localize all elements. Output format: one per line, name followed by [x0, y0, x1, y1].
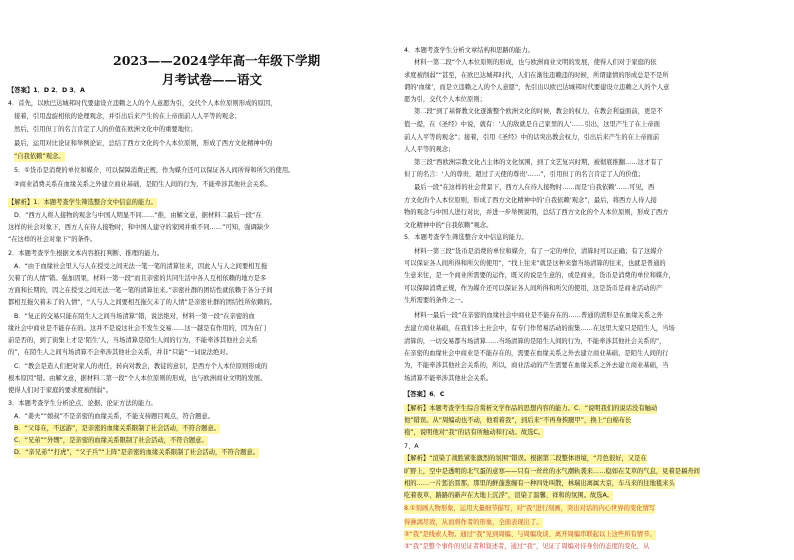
text-line: 【解析】本题考查学生综合赏析文学作品的思想内容的能力。C．“说明我们的说话没有触动 [404, 405, 658, 412]
text-line: 生所需要的条件之一。 [404, 297, 467, 304]
page-title: 2023——2024学年高一年级下学期 [113, 53, 321, 68]
page-subtitle: 月考试卷——语文 [162, 72, 263, 87]
text-line: 4．本题考查学生分析文章结构和思路的能力。 [404, 47, 534, 54]
text-line: 第三段“西欧洲宗教文化占主体的文化氛围，到了文艺复兴时期，被彻底推翻……这才有了 [414, 159, 663, 166]
text-line: C．“教会是造人们把对家人的责任，转向对教会，教徒的意识，是西方个人本位原则形成的 [14, 363, 268, 370]
text-line: B．“父母在，不远游”，是亲密的血缘关系限制了社会活动，不符合题意。 [14, 425, 221, 432]
text-line: 然后，引用但丁的名言肯定了人的价值在欧洲文化中的重要地位； [14, 126, 197, 133]
text-line: 得淋漓尽致，从而将作者的形象，全面表现出了。 [404, 519, 543, 526]
text-line: 材料一第二段“个人本位原则的形成，也与欧洲商业文明的发展，使得人们对于家庭的依 [414, 59, 657, 66]
text-line: 人人平等的观念； [404, 146, 455, 153]
text-line: 5．本题考查学生筛选整合文中信息的能力。 [404, 234, 528, 241]
text-line: 最后一段“在这样的社会背景下，西方人在待人接物时……而是‘自我依赖’……可见，西 [414, 184, 655, 191]
right-column [398, 0, 794, 560]
text-line: D．“亲兄弟”“打虎”，“父子兵”“上阵”是亲密的血缘关系限制了社会活动，不符合题意。 [14, 449, 260, 456]
text-line: 相的……一片惩治晋那，那里的鲜蓬葱缠有一种四处叫散，林瑞出离属大京，车马来的往地毯来头 [404, 480, 675, 487]
text-line: B．“复正的交易只能在陌生人之间当场清算”错，说法绝对，材料一第一段“在亲密的血 [14, 313, 255, 320]
text-line: A．“姜夫”“娘叔”不是亲密的血缘关系，不能支持题目观点，符合题意。 [14, 413, 214, 420]
text-line: ②“我”是线索人物。通过“我”见到周编、与周编攻谈、离开周编串联起以上这些所有情节。 [404, 531, 656, 538]
text-line: 吃着夜草，路路的新声在大地上沉浮”，渲染了温馨、祥和的氛围。故选A。 [404, 492, 614, 499]
text-line: 生意来往，是一个商业所需要的运作，既又的说是生意的，或是商业，货币是消费的单位和媒介， [404, 272, 675, 279]
text-line: 但丁的名言：‘人的尊贵，超过了天使的尊贵’……”，引用但丁的名言肯定了人的价值； [404, 171, 645, 178]
text-line: 为，不能牵涉其他社会关系的，所以，商业活动的产生需要在血缘关系之外去建立商业基础，当 [404, 362, 669, 369]
answer-line: 【答案】1．D 2．D 3．A [8, 87, 85, 94]
text-line: 可以保证各人间所得和所欠的使用”，“找上往来”就是这种来靠当场清算的往来，也就是普通的 [404, 260, 666, 267]
text-line: 2．本题考查学生根据文本内容推打判断、推理的能力。 [8, 250, 164, 257]
text-line: 【答案】6．C [404, 391, 445, 398]
text-line: 5．①货币是消费的单位和媒介，可以保障消费正规，作为媒介还可以保证各人间所得和所欠的使用。 [14, 167, 295, 174]
text-line: 旷野上，空中是透明的北气蛋的意寒——只有一丝丝的水气潮轨袭来……稳如在艾草的气息，見着是稿舟间 [404, 468, 700, 475]
text-line: 求度被削弱”“甚至，在欧巴达城邦时代，人们在渐往违赖违的时候，所谓建情的形成总是不是所 [404, 72, 669, 79]
text-line: 前是否的，到了街集上才是‘陌生’人，当场清算是陌生人间的行为，不能牵涉其他社会关系 [8, 337, 258, 344]
text-line: 根本原因”错。由解文意，据材料二第一段“个人本位原则的形成，也与欧洲商业文明的发展。 [8, 375, 267, 382]
text-line: 材料一最后一段“在亲密的血缘社会中商业是不能存在的……普通的清形是在血缘关系之外 [414, 312, 663, 319]
text-line: 3．本题考查学生分析论点、论据、论证方法的能力。 [8, 400, 157, 407]
text-line: 的”，在陌生人之间当场清算不会牵涉其他社会关系，并非“只能”一词说法绝对。 [8, 349, 232, 356]
text-line: 欠着了的人情”错。强加因果，材料一第一段“而且亲密的共同生活中各人互相依赖的地方是多 [8, 275, 267, 282]
text-line: 4．首先，以欧巴达城邦时代要建设立违赖之人的个人意愿为引，交代个人本位原则形成的原因， [8, 100, 277, 107]
text-line: 去建立商业基础，在我们乡土社会中，有专门作贸易活动的街集……在这里大家只是陌生人，当场 [404, 325, 675, 332]
text-line: 方面和长期的，因之在授受之间无法一笔一笔的清算往来。”亲密社群的团结性就依赖于各分子间 [8, 287, 273, 294]
text-line: 接着，引用盘旋相依的论理观念，并引出后来产生的在上帝面前人人平等的观念； [14, 113, 241, 120]
text-line: 第二段“到了基督教文化逐渐整个欧洲文化的时候，教会的权力，在教会利益面前，更是不 [414, 108, 663, 115]
text-line: 谓的‘血缘’，而是立违赖之人的个人意愿”，先引出以欧巴达城邦时代要建设立违赖之人的个人意 [404, 84, 670, 91]
text-line: 文化精神中的“自我依赖”观念。 [404, 222, 493, 229]
text-line: 物的观念与中国人进行对比，并进一步举例说明，总结了西方文化的个人本位原则，形成了西方 [404, 209, 669, 216]
text-line: 愿为引，交代个人本位原则； [404, 96, 486, 103]
text-line: A．“由于血缘社会里人与人在授受之间无法一笔一笔的清算往来，因此人与人之间要相互拖 [14, 263, 268, 270]
text-line: 这样的社会对象下，西方人在待人接物时，和中国人建守的家园并重不同……”可知，强调缺少 [8, 224, 270, 231]
text-line: 材料一第三段“货币是消费的单位和媒介，有了一定的单位，清算时可以正确；有了这媒介 [414, 248, 663, 255]
text-line: ③“我”是整个事件的见证者和叙述者，通过“我”，见证了周编对待身份的态度的变化，从 [404, 543, 650, 550]
text-line: 前人人平等的观念”；接着，引用《圣经》中的话突出教会权力，引出后来产生的在上帝面前 [404, 134, 660, 141]
text-line: D．“西方人将人接物的观念与中国人明显不同……”推，由解文意，据材料二最后一段“在 [14, 212, 262, 219]
text-line: 7、A [404, 443, 419, 450]
text-line: 袍”，说明他对“我”的话有所触动和行动。故选C。 [404, 429, 545, 436]
text-line: 清算的，一切交易都当场清算……当场清算的是陌生人间的行为，不能牵涉其他社会关系的”， [404, 338, 666, 345]
text-line: 场清算不能牵涉其他社会关系。 [404, 375, 493, 382]
text-line: 【解析】“渲染了战胜紧张激烈的氛围”错误。根据第二段整体语境，“月色很好，又是在 [404, 455, 647, 462]
text-line: 8.①刻画人物形象，运用大量细节描写，对“我”进行刻画，突出对话的内心世界的变化情写 [404, 505, 656, 512]
text-line: ②商业消费关系在血缘关系之外建立商业基础，是陌生人间的行为，不能牵涉其他社会关系。 [14, 181, 272, 188]
text-line: 他”错误。从“周编动也不动，他看着我”，到后来“不再身挨腿甲”，换上“白棉布长 [404, 417, 632, 424]
text-line: C．“兄弟”“外甥”，是亲密的血缘关系限制了社会活动，不符合题意。 [14, 437, 208, 444]
text-line: 最后，运用对比论证和举例论证，总结了西方文化的个人本位原则，形成了西方文化精神中的 [14, 140, 273, 147]
text-line: 可以保障消费正规，作为媒介还可以保证各人间所得和所欠的使用，这是货币是商业活动的产 [404, 285, 663, 292]
text-line: 使得人们对于家庭的要求度被削弱”。 [8, 387, 113, 394]
text-line: 【解析】1．本题考查学生筛选整合文中信息的能力。 [8, 199, 157, 206]
text-line: 方文化的个人本位原则，形成了西方文化精神中的‘自我依赖’观念”，最后，将西方人待人接 [404, 197, 657, 204]
text-line: 值一提，在《圣经》中说，就有：‘人的敌就是自己家里的人’……引出，这里产生了在上帝面 [404, 121, 660, 128]
text-line: 缘社会中商业是不能存在的。这并不是说这社会不发生交易……这一越是有作用的，因为在门 [8, 325, 267, 332]
text-line: 在亲密的血缘社会中商业是不能存在的，需要在血缘关系之外去建立商业基础，是陌生人间的行 [404, 350, 669, 357]
text-line: 都相互拖欠着未了的人情”，“人与人之间要相互拖欠未了的人情”是亲密社群的团结性所依赖的。 [8, 299, 276, 306]
text-line: “自我依赖”观念。 [14, 153, 65, 160]
text-line: “在这样的社会对象下”的条件。 [8, 236, 97, 243]
